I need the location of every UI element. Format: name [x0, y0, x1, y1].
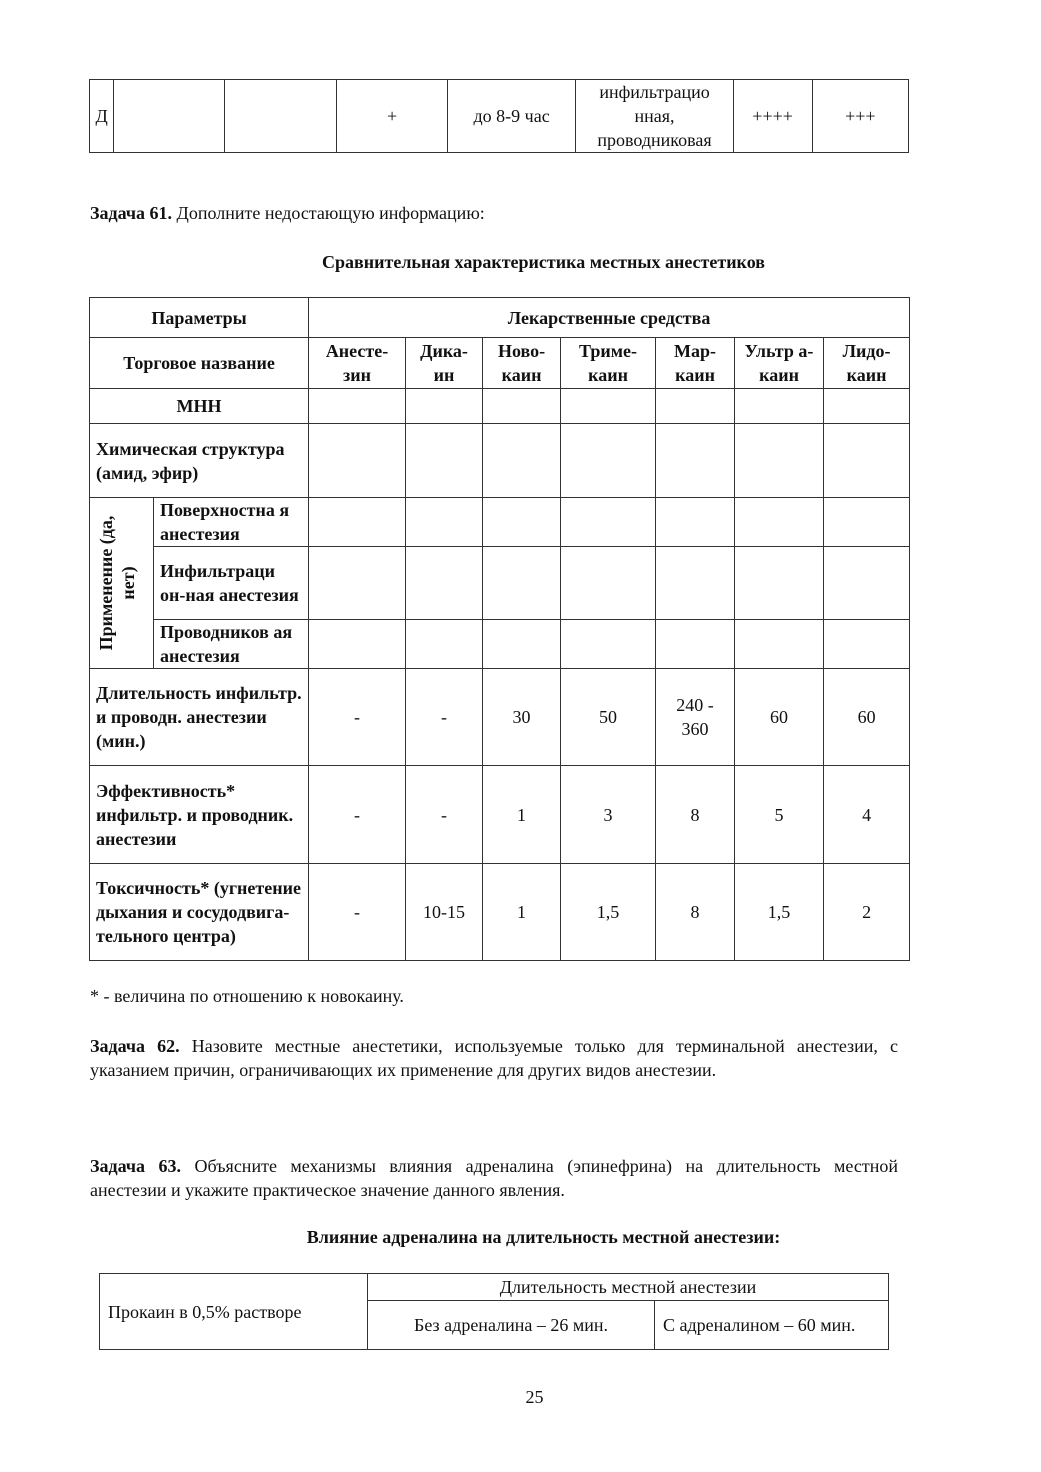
table-cell — [735, 389, 824, 424]
drug-name: Анесте-зин — [309, 338, 406, 389]
table-cell: 1,5 — [561, 864, 656, 961]
page-number: 25 — [525, 1387, 544, 1407]
table-cell — [561, 547, 656, 620]
table-cell: - — [406, 766, 483, 864]
table-cell — [656, 498, 735, 547]
table-cell: 50 — [561, 669, 656, 766]
application-row-label: Инфильтраци он-ная анестезия — [154, 547, 309, 620]
procaine-label: Прокаин в 0,5% растворе — [100, 1274, 368, 1350]
adrenaline-table — [99, 1273, 889, 1350]
table-row — [90, 669, 910, 766]
drug-name: Лидо-каин — [824, 338, 910, 389]
table-cell: 10-15 — [406, 864, 483, 961]
table-cell — [656, 620, 735, 669]
anesthetics-table — [89, 297, 910, 961]
table-cell — [735, 424, 824, 498]
table-cell — [656, 389, 735, 424]
duration-label: Длительность инфильтр. и проводн. анестезии (мин.) — [90, 669, 309, 766]
table-cell — [406, 424, 483, 498]
table-cell — [309, 620, 406, 669]
table-cell: 1 — [483, 864, 561, 961]
table-cell: 30 — [483, 669, 561, 766]
table-cell: 4 — [824, 766, 910, 864]
table-cell: +++ — [812, 80, 908, 153]
table-row — [90, 498, 910, 547]
table-cell: - — [406, 669, 483, 766]
table-cell: + — [337, 80, 447, 153]
table-row — [90, 80, 909, 153]
application-row-label: Проводников ая анестезия — [154, 620, 309, 669]
application-label: Применение (да, нет) — [96, 515, 138, 651]
duration-header: Длительность местной анестезии — [368, 1274, 889, 1301]
table-cell — [824, 389, 910, 424]
application-row-label: Поверхностна я анестезия — [154, 498, 309, 547]
table-row — [90, 338, 910, 389]
task-63 — [90, 1154, 898, 1202]
task-62-label: Задача 62. — [90, 1036, 180, 1056]
table-cell — [114, 80, 224, 153]
table-cell — [406, 498, 483, 547]
table-cell: 2 — [824, 864, 910, 961]
drug-name: Ново-каин — [483, 338, 561, 389]
drug-name: Мар-каин — [656, 338, 735, 389]
table-row — [90, 389, 910, 424]
drug-name: Ультр а-каин — [735, 338, 824, 389]
footnote: * - величина по отношению к новокаину. — [90, 986, 404, 1006]
with-adrenaline: С адреналином – 60 мин. — [655, 1301, 889, 1350]
table1-title: Сравнительная характеристика местных анестетиков — [322, 252, 765, 272]
table-cell — [406, 620, 483, 669]
table-cell — [735, 620, 824, 669]
table-cell — [483, 547, 561, 620]
table-cell — [561, 389, 656, 424]
table-cell: до 8-9 час — [447, 80, 576, 153]
drug-name: Триме-каин — [561, 338, 656, 389]
table-cell — [224, 80, 337, 153]
table-cell: ++++ — [733, 80, 812, 153]
table-cell: - — [309, 864, 406, 961]
table-cell: - — [309, 766, 406, 864]
table-cell — [735, 498, 824, 547]
mnn-label: МНН — [90, 389, 309, 424]
table-cell: 3 — [561, 766, 656, 864]
table2-title: Влияние адреналина на длительность местной анестезии: — [306, 1227, 781, 1247]
task-62-text: Назовите местные анестетики, используемые только для терминальной анестезии, с указанием причин, ограничивающих их применение для других видов анестезии. — [90, 1036, 898, 1080]
table-cell — [735, 547, 824, 620]
table-cell — [309, 498, 406, 547]
task-63-label: Задача 63. — [90, 1156, 182, 1176]
table-cell — [483, 620, 561, 669]
table-cell: 1,5 — [735, 864, 824, 961]
table-row — [90, 766, 910, 864]
table-cell: 5 — [735, 766, 824, 864]
table-cell — [561, 498, 656, 547]
table-cell: - — [309, 669, 406, 766]
table-cell — [309, 424, 406, 498]
table-cell: 8 — [656, 864, 735, 961]
table-cell — [561, 424, 656, 498]
application-group-cell — [90, 498, 154, 669]
table-cell: 60 — [824, 669, 910, 766]
task-61 — [90, 203, 485, 224]
table-cell — [309, 389, 406, 424]
table-row — [90, 424, 910, 498]
task-62 — [90, 1034, 898, 1082]
table-cell — [824, 547, 910, 620]
table-cell: 8 — [656, 766, 735, 864]
drug-name: Дика-ин — [406, 338, 483, 389]
table-cell: 240 - 360 — [656, 669, 735, 766]
table-cell: 1 — [483, 766, 561, 864]
without-adrenaline: Без адреналина – 26 мин. — [368, 1301, 655, 1350]
table-cell — [406, 547, 483, 620]
table-cell — [561, 620, 656, 669]
chem-structure-label: Химическая структура (амид, эфир) — [90, 424, 309, 498]
top-continuation-table — [89, 79, 909, 153]
table-cell: инфильтрацио нная, проводниковая — [576, 80, 733, 153]
table-cell — [824, 498, 910, 547]
drugs-header: Лекарственные средства — [309, 298, 910, 338]
table-cell — [483, 389, 561, 424]
table-row — [90, 864, 910, 961]
efficacy-label: Эффективность* инфильтр. и проводник. анестезии — [90, 766, 309, 864]
table-row — [90, 298, 910, 338]
table-cell — [824, 620, 910, 669]
table-cell: 60 — [735, 669, 824, 766]
table-row — [90, 620, 910, 669]
toxicity-label: Токсичность* (угнетение дыхания и сосудодвига-тельного центра) — [90, 864, 309, 961]
table-cell — [656, 424, 735, 498]
table-cell — [483, 498, 561, 547]
table-cell — [483, 424, 561, 498]
table-cell: Д — [90, 80, 114, 153]
table-cell — [406, 389, 483, 424]
task-63-text: Объясните механизмы влияния адреналина (эпинефрина) на длительность местной анестезии и укажите практическое значение данного явления. — [90, 1156, 898, 1200]
params-header: Параметры — [90, 298, 309, 338]
task-61-label: Задача 61. — [90, 203, 173, 223]
table-cell — [656, 547, 735, 620]
task-61-text: Дополните недостающую информацию: — [172, 203, 485, 223]
table-cell — [824, 424, 910, 498]
table-cell — [309, 547, 406, 620]
table-row — [90, 547, 910, 620]
trade-name-label: Торговое название — [90, 338, 309, 389]
table-row — [100, 1274, 889, 1301]
